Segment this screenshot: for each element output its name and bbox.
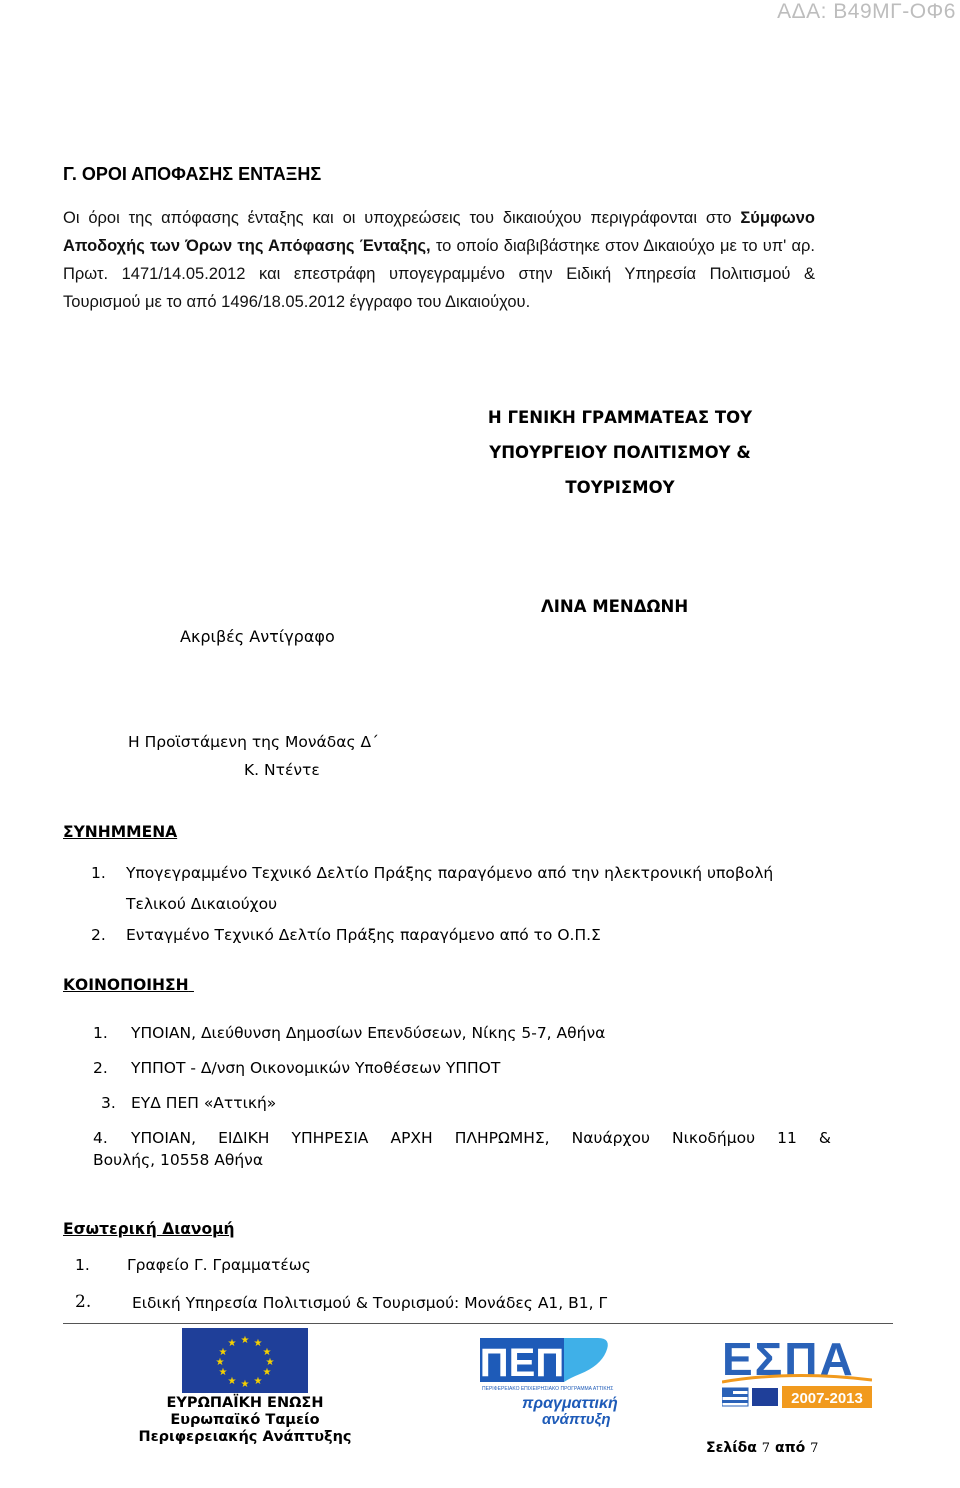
espa-logo-graphic — [722, 1330, 872, 1415]
eu-stars-icon — [182, 1328, 308, 1393]
signature-line-2: ΥΠΟΥΡΓΕΙΟΥ ΠΟΛΙΤΙΣΜΟΥ & — [489, 443, 751, 462]
page-number — [706, 1440, 818, 1456]
svg-text:★: ★ — [227, 1338, 237, 1349]
eu-caption-line-2: Ευρωπαϊκό Ταμείο — [170, 1412, 320, 1428]
eu-flag-logo — [182, 1328, 308, 1393]
list-item: ΕΥΔ ΠΕΠ «Αττική» — [131, 1094, 277, 1112]
pep-logo-graphic — [480, 1330, 630, 1430]
list-item-number: 2. — [91, 926, 106, 944]
list-item: Ειδική Υπηρεσία Πολιτισμού & Τουρισμού: Μονάδες Α1, Β1, Γ — [132, 1294, 608, 1312]
svg-text:★: ★ — [240, 1335, 250, 1346]
eu-caption-line-1: ΕΥΡΩΠΑΪΚΗ ΕΝΩΣΗ — [166, 1395, 324, 1411]
svg-text:2007-2013: 2007-2013 — [791, 1390, 863, 1407]
svg-text:★: ★ — [262, 1367, 272, 1378]
eu-caption-line-3: Περιφερειακής Ανάπτυξης — [138, 1429, 352, 1445]
list-item: ΥΠΟΙΑΝ, ΕΙΔΙΚΗ ΥΠΗΡΕΣΙΑ ΑΡΧΗ ΠΛΗΡΩΜΗΣ, Ναυάρχου Νικοδήμου 11 & — [131, 1129, 831, 1147]
espa-logo — [722, 1330, 872, 1419]
signature-line-3: ΤΟΥΡΙΣΜΟΥ — [565, 478, 675, 497]
pep-logo — [480, 1330, 630, 1434]
signatory-name: ΛΙΝΑ ΜΕΝΔΩΝΗ — [541, 597, 689, 616]
list-item-number: 2. — [75, 1292, 92, 1312]
list-item: Γραφείο Γ. Γραμματέως — [127, 1256, 311, 1274]
ada-code: ΑΔΑ: Β49ΜΓ-ΟΦ6 — [777, 0, 956, 23]
list-item: Υπογεγραμμένο Τεχνικό Δελτίο Πράξης παραγόμενο από την ηλεκτρονική υποβολή — [126, 864, 774, 882]
svg-text:πραγματτική: πραγματτική — [522, 1395, 618, 1412]
attachments-label: ΣΥΝΗΜΜΕΝΑ — [63, 823, 178, 841]
unit-head-title: Η Προϊστάμενη της Μονάδας Δ΄ — [128, 733, 379, 751]
list-item: Ενταγμένο Τεχνικό Δελτίο Πράξης παραγόμενο από το Ο.Π.Σ — [126, 926, 601, 944]
internal-distribution-label: Εσωτερική Διανομή — [63, 1220, 235, 1238]
page-current: 7 — [761, 1441, 771, 1456]
notification-item-2 — [93, 1059, 833, 1083]
list-item: ΥΠΟΙΑΝ, Διεύθυνση Δημοσίων Επενδύσεων, Νίκης 5-7, Αθήνα — [131, 1024, 606, 1042]
footer-divider — [63, 1323, 893, 1324]
svg-text:ΠΕΡΙΦΕΡΕΙΑΚΟ ΕΠΙΧΕΙΡΗΣΙΑΚΟ ΠΡΟ: ΠΕΡΙΦΕΡΕΙΑΚΟ ΕΠΙΧΕΙΡΗΣΙΑΚΟ ΠΡΟΓΡΑΜΜΑ ΑΤΤΙΚΗΣ — [482, 1386, 614, 1392]
list-item-number: 4. — [93, 1129, 108, 1147]
svg-text:★: ★ — [227, 1376, 237, 1387]
svg-text:★: ★ — [253, 1376, 263, 1387]
page-of: από — [774, 1440, 806, 1456]
notification-label — [63, 976, 194, 994]
exact-copy-label: Ακριβές Αντίγραφο — [180, 627, 335, 646]
notification-item-1 — [93, 1024, 833, 1048]
list-item-continued: Βουλής, 10558 Αθήνα — [93, 1151, 264, 1169]
notification-item-3 — [101, 1094, 841, 1118]
svg-text:★: ★ — [218, 1347, 228, 1358]
attachments-list — [91, 864, 831, 934]
unit-head-name: Κ. Ντέντε — [244, 761, 320, 779]
svg-text:★: ★ — [218, 1367, 228, 1378]
notification-item-4 — [93, 1129, 833, 1179]
svg-text:★: ★ — [265, 1357, 275, 1368]
page-label: Σελίδα — [706, 1440, 757, 1456]
eu-caption — [100, 1395, 390, 1446]
list-item-number: 2. — [93, 1059, 108, 1077]
internal-item-1 — [75, 1256, 815, 1280]
list-item-number: 1. — [91, 864, 106, 882]
internal-item-2 — [75, 1294, 815, 1318]
svg-text:★: ★ — [215, 1357, 225, 1368]
page-total: 7 — [810, 1441, 819, 1456]
notification-label-text: ΚΟΙΝΟΠΟΙΗΣΗ — [63, 976, 189, 994]
paragraph-text-end: το οποίο διαβιβάστηκε στον Δικαιούχο με το υπ' αρ. Πρωτ. 1471/14.05.2012 και επεστράφη υπογεγραμμένο στην Ειδική Υπηρεσία Πολιτισμού & Τουρισμού με το από 1496/18.05.2012 έγγραφο του Δικαιούχου. — [63, 237, 815, 311]
svg-text:★: ★ — [253, 1338, 263, 1349]
paragraph-text: Οι όροι της απόφασης ένταξης και οι υποχρεώσεις του δικαιούχου περιγράφονται στο — [63, 209, 741, 227]
svg-text:ανάπτυξη: ανάπτυξη — [542, 1411, 611, 1428]
svg-text:ΠΕΠ: ΠΕΠ — [480, 1341, 565, 1385]
list-item-continued: Τελικού Δικαιούχου — [126, 895, 278, 913]
list-item: ΥΠΠΟΤ - Δ/νση Οικονομικών Υποθέσεων ΥΠΠΟΤ — [131, 1059, 501, 1077]
section-title: Γ. ΟΡΟΙ ΑΠΟΦΑΣΗΣ ΕΝΤΑΞΗΣ — [63, 164, 322, 184]
signature-line-1: Η ΓΕΝΙΚΗ ΓΡΑΜΜΑΤΕΑΣ ΤΟΥ — [487, 408, 753, 427]
list-item-number: 1. — [75, 1256, 90, 1274]
list-item-number: 1. — [93, 1024, 108, 1042]
attachments-list-2 — [91, 926, 831, 950]
paragraph-bold: Σύμφωνο Αποδοχής των Όρων της Απόφασης Ένταξης, — [63, 209, 815, 255]
svg-text:ΕΣΠΑ: ΕΣΠΑ — [722, 1333, 855, 1385]
svg-text:★: ★ — [262, 1347, 272, 1358]
section-paragraph — [63, 204, 815, 316]
list-item-number: 3. — [101, 1094, 116, 1112]
signature-block — [440, 400, 800, 505]
svg-text:★: ★ — [240, 1379, 250, 1390]
